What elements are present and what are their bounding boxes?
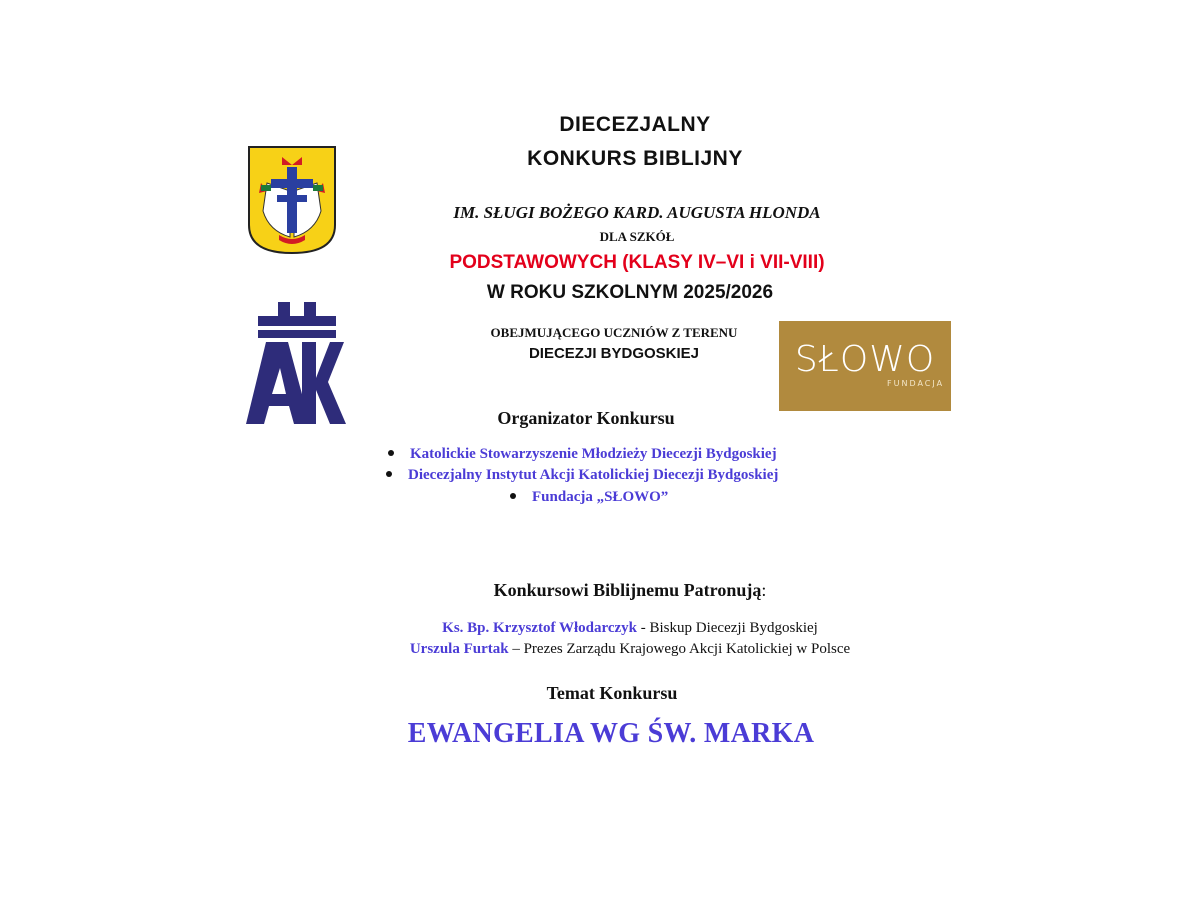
for-schools-line: DLA SZKÓŁ: [599, 229, 675, 244]
school-level-line: PODSTAWOWYCH (KLASY IV–VI i VII-VIII): [449, 252, 825, 273]
organizer-item-label: Diecezjalny Instytut Akcji Katolickiej Diecezji Bydgoskiej: [408, 467, 779, 483]
covering-line: OBEJMUJĄCEGO UCZNIÓW Z TERENU: [490, 325, 738, 340]
patronage-heading-wrap: [0, 580, 1200, 601]
diocese-line: DIECEZJI BYDGOSKIEJ: [528, 345, 700, 362]
organizer-heading: Organizator Konkursu: [497, 408, 675, 428]
organizer-item-label: Katolickie Stowarzyszenie Młodzieży Diecezji Bydgoskiej: [410, 446, 777, 462]
theme-heading: Temat Konkursu: [546, 683, 678, 703]
organizer-item: [510, 489, 668, 506]
patron-name: Urszula Furtak: [409, 641, 509, 657]
school-year-line: W ROKU SZKOLNYM 2025/2026: [486, 282, 774, 303]
patron-role: – Prezes Zarządu Krajowego Akcji Katolickiej w Polsce: [508, 641, 851, 657]
title-line-1: DIECEZJALNY: [559, 113, 711, 136]
slowo-logo-text: SŁOWO: [794, 339, 936, 380]
title-line-2: KONKURS BIBLIJNY: [527, 147, 743, 170]
bullet-icon: [510, 493, 516, 499]
patron-name: Ks. Bp. Krzysztof Włodarczyk: [442, 620, 638, 636]
patronage-heading: Konkursowi Biblijnemu Patronują: [493, 580, 762, 600]
patron-line-1: [0, 620, 1200, 637]
organizer-item: [386, 467, 778, 484]
bullet-icon: [386, 471, 392, 477]
bullet-icon: [388, 450, 394, 456]
patronage-heading-colon: :: [761, 580, 767, 600]
patron-line-2: [0, 641, 1200, 658]
patron-role: - Biskup Diecezji Bydgoskiej: [637, 620, 818, 636]
organizer-item-label: Fundacja „SŁOWO”: [532, 489, 669, 505]
organizer-item: [388, 446, 777, 463]
patron-name-line: IM. SŁUGI BOŻEGO KARD. AUGUSTA HLONDA: [453, 203, 821, 222]
theme-title: EWANGELIA WG ŚW. MARKA: [407, 718, 815, 749]
slowo-logo-subtext: FUNDACJA: [887, 379, 945, 388]
